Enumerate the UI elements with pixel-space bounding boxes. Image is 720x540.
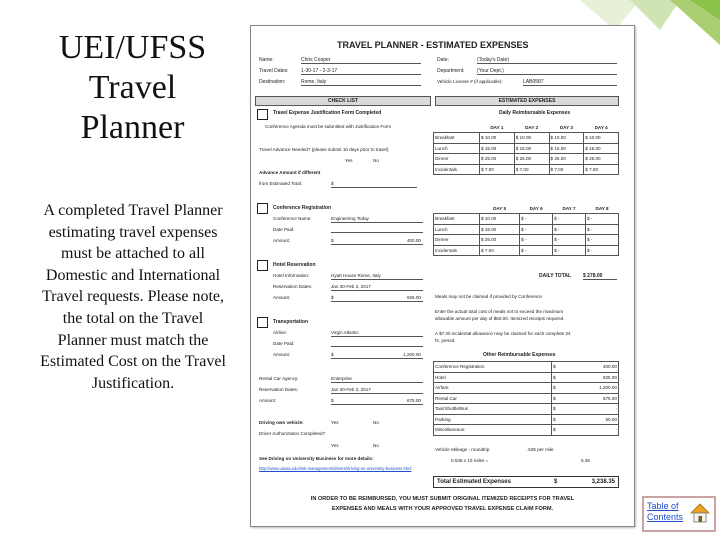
see-driving-label: See Driving on University Business for more details: bbox=[259, 456, 374, 461]
conference-date-paid-label: Date Paid: bbox=[273, 227, 295, 232]
daily-total-label: DAILY TOTAL bbox=[539, 273, 572, 279]
advance-amount-value: $ bbox=[331, 181, 417, 188]
transportation-title: Transportation bbox=[273, 319, 309, 325]
total-estimated-row: Total Estimated Expenses $ 3,238.35 bbox=[433, 476, 619, 488]
mileage-value: 5.35 bbox=[581, 458, 590, 463]
slide-title: UEI/UFSS Travel Planner bbox=[58, 29, 207, 146]
name-value: Chris Cooper bbox=[301, 57, 421, 64]
table-row: Dinner $ 25.00 $ - $ - $ - bbox=[434, 235, 619, 246]
transportation-date-paid-label: Date Paid: bbox=[273, 341, 295, 346]
advance-amount-label: Advance Amount if different bbox=[259, 170, 321, 175]
transportation-date-paid-value bbox=[331, 341, 423, 347]
conference-date-paid-value bbox=[331, 227, 423, 233]
travel-dates-value: 1-30-17 - 2-3-17 bbox=[301, 68, 421, 75]
daily-table-week1: DAY 1 DAY 2 DAY 3 DAY 4 Breakfast $ 10.00 $ 10.00 $ 10.00 $ 10.00 Lunch $ 15.00 $ 15.00 $ 15.00 $ 15.00 Dinner $ 25.00 $ 25.00 $ 25.00 $ 25.00 Incidentals $ 7.00 $ 7.00 $ 7.00 $ 7.00 bbox=[433, 122, 619, 175]
airline-label: Airline: bbox=[273, 330, 288, 335]
justification-note: Conference Agenda must be submitted with Justification Form bbox=[265, 124, 392, 129]
date-value: (Today's Date) bbox=[477, 57, 617, 64]
hotel-dates-label: Reservation Dates: bbox=[273, 284, 313, 289]
authorization-yes: Yes bbox=[331, 443, 339, 448]
rental-agency-value: Enterprise bbox=[331, 376, 423, 383]
name-label: Name: bbox=[259, 57, 274, 63]
rental-dates-value: Jan 30-Feb 3, 2017 bbox=[331, 387, 423, 394]
daily-table-week2: DAY 5 DAY 6 DAY 7 DAY 8 Breakfast $ 10.00 $ - $ - $ - Lunch $ 15.00 $ - $ - $ - Dinner $ 25.00 $ - $ - $ - Incidentals $ 7.00 $ - $ - $ - bbox=[433, 203, 619, 256]
table-row: Conference Registration $ 400.00 bbox=[434, 362, 619, 373]
note-line-4: A $7.00 incidental allowance may be claimed for each complete 24 bbox=[435, 331, 571, 336]
driving-link[interactable]: http://www.uiowa.edu/risk-management/drivers/driving-on-university-business.html bbox=[259, 466, 412, 471]
travel-dates-label: Travel Dates: bbox=[259, 68, 289, 74]
conference-checkbox bbox=[257, 203, 268, 214]
table-row: Airfare $ 1,200.00 bbox=[434, 383, 619, 394]
note-line-5: hr. period. bbox=[435, 338, 456, 343]
table-row: Incidentals $ 7.00 $ 7.00 $ 7.00 $ 7.00 bbox=[434, 164, 619, 175]
table-row: Breakfast $ 10.00 $ 10.00 $ 10.00 $ 10.00 bbox=[434, 133, 619, 144]
conference-title: Conference Registration bbox=[273, 205, 332, 211]
department-value: (Your Dept.) bbox=[477, 68, 617, 75]
footer-line-2: EXPENSES AND MEALS WITH YOUR APPROVED TRAVEL EXPENSE CLAIM FORM. bbox=[331, 506, 554, 512]
table-row: Lunch $ 15.00 $ - $ - $ - bbox=[434, 224, 619, 235]
table-row: Taxi/Shuttle/Bus $ - bbox=[434, 404, 619, 415]
hotel-amount-label: Amount: bbox=[273, 295, 291, 300]
travel-planner-document bbox=[250, 25, 635, 527]
rental-dates-label: Reservation Dates: bbox=[259, 387, 299, 392]
from-estimated-label: from Estimated Total: bbox=[259, 181, 303, 186]
driving-own-vehicle-label: Driving own vehicle: bbox=[259, 420, 304, 425]
driving-no: No bbox=[373, 420, 379, 425]
mileage-label: Vehicle Mileage - roundtrip bbox=[435, 447, 490, 452]
hotel-info-label: Hotel Information: bbox=[273, 273, 310, 278]
justification-title: Travel Expense Justification Form Completed bbox=[273, 110, 382, 116]
conference-amount-field: $ 400.00 bbox=[331, 238, 421, 243]
hotel-amount-field: $ 825.00 bbox=[331, 295, 421, 300]
other-expenses-table bbox=[433, 361, 619, 436]
note-line-3: allowable amount per day of $50.00. Itemized receipts required. bbox=[435, 316, 565, 321]
date-label: Date: bbox=[437, 57, 449, 63]
hotel-checkbox bbox=[257, 260, 268, 271]
transportation-amount-label: Amount: bbox=[273, 352, 291, 357]
advance-yes: Yes bbox=[345, 158, 353, 163]
vehicle-license-label: Vehicle License # (if applicable): bbox=[437, 79, 503, 84]
mileage-rate: .535 per mile bbox=[527, 447, 554, 452]
slide-description: A completed Travel Planner estimating travel expenses must be attached to all Domestic and International Travel requests. Please note, the total on the Travel Planner must match the Estimated Cost on the Travel Justification. bbox=[40, 202, 226, 392]
hotel-title: Hotel Reservation bbox=[273, 262, 316, 268]
note-line-2: Enter the actual total cost of meals not to exceed the maximum bbox=[435, 309, 564, 314]
department-label: Department: bbox=[437, 68, 465, 74]
daily-expenses-title: Daily Reimbursable Expenses bbox=[499, 110, 571, 116]
hotel-dates-value: Jan 30-Feb 3, 2017 bbox=[331, 284, 423, 291]
advance-no: No bbox=[373, 158, 379, 163]
driver-authorization-label: Driver Authorization Completed? bbox=[259, 431, 326, 436]
travel-advance-label: Travel Advance Needed? (please submit 10 days prior to travel) bbox=[259, 147, 389, 152]
vehicle-license-value: LAB0587 bbox=[523, 79, 617, 86]
table-row: Dinner $ 25.00 $ 25.00 $ 25.00 $ 25.00 bbox=[434, 154, 619, 165]
table-row: Breakfast $ 10.00 $ - $ - $ - bbox=[434, 214, 619, 225]
daily-total-value: $ 278.00 bbox=[583, 273, 617, 280]
table-row: Parking $ 50.00 bbox=[434, 414, 619, 425]
doc-title: TRAVEL PLANNER - ESTIMATED EXPENSES bbox=[337, 40, 529, 50]
note-line-1: Meals may not be claimed if provided by Conference bbox=[435, 294, 542, 299]
conference-name-value: Engineering Today bbox=[331, 216, 423, 223]
rental-amount-label: Amount: bbox=[259, 398, 277, 403]
conference-name-label: Conference Name: bbox=[273, 216, 312, 221]
rental-agency-label: Rental Car Agency: bbox=[259, 376, 299, 381]
mileage-calc: 0.535 x 10 miles = bbox=[451, 458, 489, 463]
table-row: Hotel $ 825.00 bbox=[434, 372, 619, 383]
destination-value: Rome, Italy bbox=[301, 79, 421, 86]
checklist-header: CHECK LIST bbox=[255, 96, 431, 106]
justification-checkbox bbox=[257, 109, 268, 120]
other-expenses-title: Other Reimbursable Expenses bbox=[483, 352, 556, 358]
table-row: Incidentals $ 7.00 $ - $ - $ - bbox=[434, 245, 619, 256]
transportation-amount-field: $ 1,200.00 bbox=[331, 352, 421, 357]
toc-link-text[interactable]: Table of Contents bbox=[647, 501, 684, 522]
estimated-expenses-header: ESTIMATED EXPENSES bbox=[435, 96, 619, 106]
table-row: Miscellaneous: $ - bbox=[434, 425, 619, 436]
authorization-no: No bbox=[373, 443, 379, 448]
driving-yes: Yes bbox=[331, 420, 339, 425]
destination-label: Destination: bbox=[259, 79, 286, 85]
rental-amount-field: $ 675.00 bbox=[331, 398, 421, 403]
table-row: Rental Car $ 675.00 bbox=[434, 393, 619, 404]
footer-line-1: IN ORDER TO BE REIMBURSED, YOU MUST SUBMIT ORIGINAL ITEMIZED RECEIPTS FOR TRAVEL bbox=[310, 496, 575, 502]
conference-amount-label: Amount: bbox=[273, 238, 291, 243]
transportation-checkbox bbox=[257, 317, 268, 328]
table-of-contents-button[interactable] bbox=[642, 496, 716, 532]
table-row: Lunch $ 15.00 $ 15.00 $ 15.00 $ 15.00 bbox=[434, 143, 619, 154]
home-icon[interactable] bbox=[690, 502, 710, 524]
hotel-info-value: Hyatt House Rome, Italy bbox=[331, 273, 423, 280]
airline-value: Virgin Atlantic bbox=[331, 330, 423, 337]
